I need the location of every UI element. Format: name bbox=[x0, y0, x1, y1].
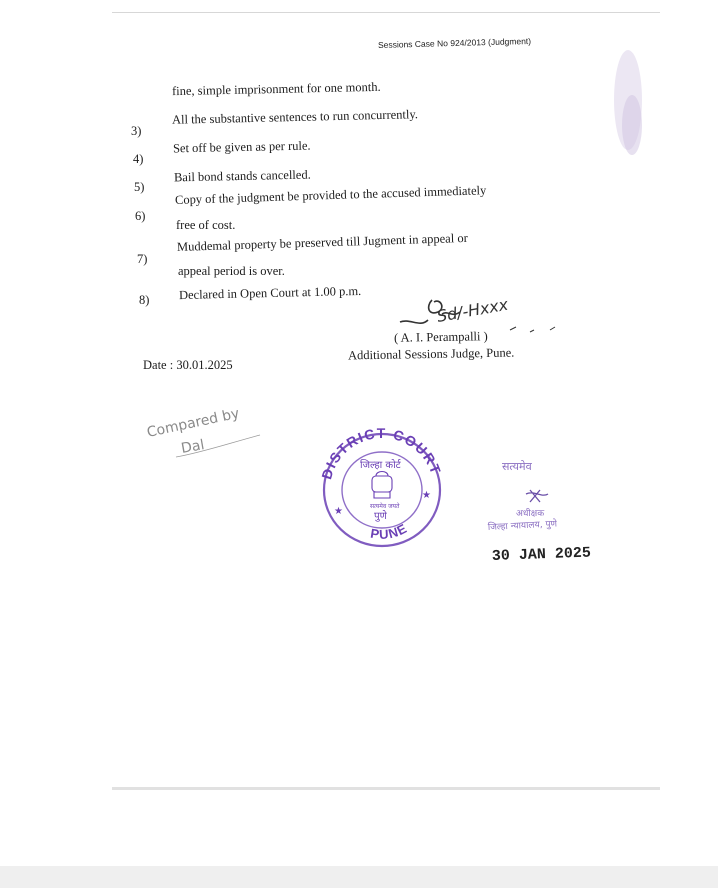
item-text: free of cost. bbox=[176, 218, 236, 232]
judgment-date: Date : 30.01.2025 bbox=[143, 358, 233, 372]
svg-text:PUNE bbox=[369, 520, 409, 542]
item-text: Muddemal property be preserved till Jugment in appeal or bbox=[176, 230, 468, 254]
continuation-line: fine, simple imprisonment for one month. bbox=[171, 79, 381, 99]
stamp-date: 30 JAN 2025 bbox=[491, 544, 592, 565]
judge-title: Additional Sessions Judge, Pune. bbox=[347, 345, 515, 363]
top-divider bbox=[112, 12, 660, 13]
stamp-label: अधीक्षक bbox=[516, 509, 545, 519]
item-number: 6) bbox=[135, 209, 146, 223]
item-text: Declared in Open Court at 1.00 p.m. bbox=[178, 283, 362, 303]
national-emblem-icon bbox=[372, 472, 392, 499]
case-reference: Sessions Case No 924/2013 (Judgment) bbox=[377, 35, 532, 50]
district-court-seal bbox=[312, 418, 452, 553]
item-text: Bail bond stands cancelled. bbox=[173, 167, 311, 185]
item-text: appeal period is over. bbox=[178, 264, 285, 278]
item-number: 8) bbox=[139, 293, 150, 307]
seal-emblem-text: सत्यमेव जयते bbox=[370, 503, 400, 510]
compared-by-initials: Dal bbox=[179, 437, 206, 457]
seal-inner-text: पुणे bbox=[374, 511, 387, 522]
scan-smudge bbox=[600, 40, 650, 160]
viewer-bottom-bar bbox=[0, 866, 718, 888]
svg-text:DISTRICT COURT bbox=[318, 425, 444, 481]
item-text: Copy of the judgment be provided to the accused immediately bbox=[174, 183, 487, 207]
seal-star-icon: ★ bbox=[334, 506, 343, 517]
bottom-divider bbox=[112, 787, 660, 790]
item-text: All the substantive sentences to run concurrently. bbox=[171, 107, 419, 127]
seal-hindi-text: जिल्हा कोर्ट bbox=[360, 460, 401, 471]
stamp-court: जिल्हा न्यायालय, पुणे bbox=[487, 519, 558, 533]
compared-by-label: Compared by bbox=[145, 405, 241, 441]
office-stamp bbox=[480, 450, 600, 575]
item-text: Set off be given as per rule. bbox=[172, 138, 311, 156]
item-number: 3) bbox=[131, 124, 142, 138]
item-number: 4) bbox=[133, 152, 144, 166]
stamp-motto: सत्यमेव bbox=[502, 460, 532, 473]
signature-scrawl: Sd/-Hxxx bbox=[435, 294, 510, 326]
seal-star-icon: ★ bbox=[422, 490, 431, 501]
stamp-initials bbox=[526, 490, 548, 502]
item-number: 5) bbox=[134, 180, 145, 194]
seal-bottom-text: PUNE bbox=[369, 520, 410, 542]
item-number: 7) bbox=[137, 252, 148, 266]
compared-by-note bbox=[140, 395, 280, 465]
seal-top-text: DISTRICT COURT bbox=[318, 424, 445, 482]
judge-name: ( A. I. Perampalli ) bbox=[393, 329, 488, 345]
